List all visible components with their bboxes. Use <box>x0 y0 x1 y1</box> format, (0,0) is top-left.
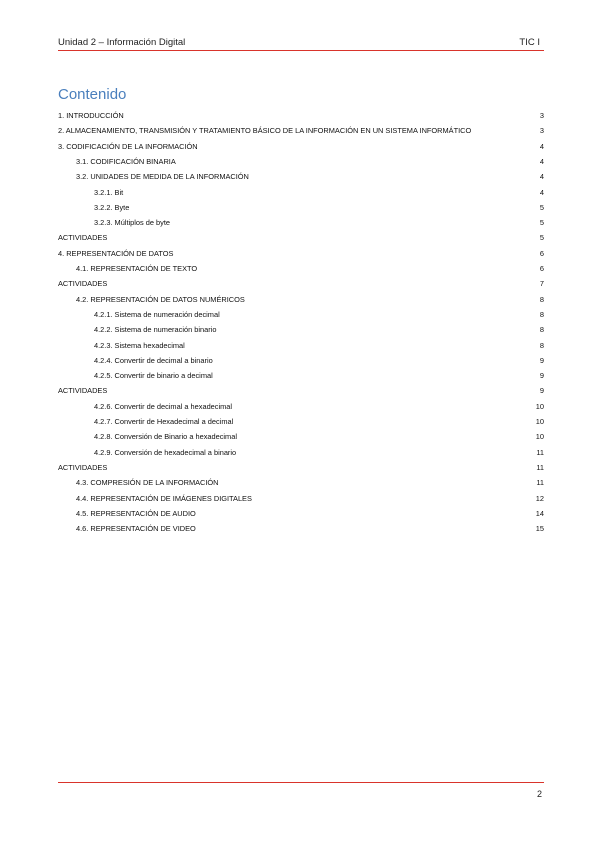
toc-entry-title: 4.2.5. Convertir de binario a decimal <box>94 371 213 381</box>
toc-entry-page: 8 <box>539 309 544 319</box>
toc-entry-page: 8 <box>539 294 544 304</box>
toc-entry-title: ACTIVIDADES <box>58 386 108 396</box>
toc-entry-title: 4.2.6. Convertir de decimal a hexadecimal <box>94 401 233 411</box>
toc-entry[interactable] <box>58 385 544 397</box>
toc-entry-title: 4.4. REPRESENTACIÓN DE IMÁGENES DIGITALES <box>76 493 252 503</box>
footer-rule <box>58 782 544 783</box>
toc-entry-title: 3. CODIFICACIÓN DE LA INFORMACIÓN <box>58 141 198 151</box>
toc-title: Contenido <box>58 86 127 103</box>
toc-entry[interactable] <box>58 309 544 321</box>
toc-entry-title: 1. INTRODUCCIÓN <box>58 111 124 120</box>
toc-entry[interactable] <box>58 401 544 413</box>
toc-entry-title: 4.5. REPRESENTACIÓN DE AUDIO <box>76 508 196 518</box>
toc-entry[interactable] <box>58 278 544 290</box>
toc-entry[interactable] <box>58 156 544 168</box>
toc-entry-title: 4.1. REPRESENTACIÓN DE TEXTO <box>76 264 198 273</box>
toc-entry-page: 9 <box>539 386 544 396</box>
toc-entry[interactable] <box>58 523 544 535</box>
page-number: 2 <box>536 789 542 799</box>
toc-entry[interactable] <box>58 370 544 382</box>
toc-entry[interactable] <box>58 202 544 214</box>
toc-entry[interactable] <box>58 248 544 260</box>
toc-entry-title: 3.2. UNIDADES DE MEDIDA DE LA INFORMACIÓN <box>76 172 249 182</box>
toc-entry-title: 4.6. REPRESENTACIÓN DE VIDEO <box>76 524 196 534</box>
toc-entry-title: 4.2.7. Convertir de Hexadecimal a decimal <box>94 417 234 426</box>
toc-entry-page: 15 <box>535 524 544 534</box>
toc-entry-page: 7 <box>539 279 544 289</box>
toc-entry-title: 4.2. REPRESENTACIÓN DE DATOS NUMÉRICOS <box>76 294 245 304</box>
toc-entry-page: 4 <box>539 141 544 151</box>
toc-entry[interactable] <box>58 263 544 275</box>
toc-entry[interactable] <box>58 462 544 474</box>
toc-entry-page: 6 <box>539 264 544 273</box>
toc-entry-title: 4.2.9. Conversión de hexadecimal a binario <box>94 447 237 457</box>
toc-entry-title: 4.2.4. Convertir de decimal a binario <box>94 355 213 365</box>
header-rule <box>58 50 544 51</box>
toc-entry[interactable] <box>58 125 544 137</box>
toc-entry-title: 4.2.3. Sistema hexadecimal <box>94 340 185 350</box>
toc-entry[interactable] <box>58 324 544 336</box>
toc-entry[interactable] <box>58 416 544 428</box>
page-header <box>58 37 544 51</box>
toc-entry[interactable] <box>58 477 544 489</box>
toc-entry-page: 12 <box>535 493 544 503</box>
toc-entry-page: 4 <box>539 172 544 182</box>
toc-entry-page: 5 <box>539 202 544 212</box>
toc-entry-page: 4 <box>539 156 544 166</box>
toc-entry-page: 6 <box>539 248 544 258</box>
toc-entry[interactable] <box>58 493 544 505</box>
toc-entry-page: 11 <box>536 447 544 457</box>
toc-entry-page: 10 <box>535 401 544 411</box>
toc-entry-title: 4.3. COMPRESIÓN DE LA INFORMACIÓN <box>76 478 219 488</box>
toc-entry[interactable] <box>58 217 544 229</box>
toc-entry-page: 10 <box>535 417 544 426</box>
toc-entry[interactable] <box>58 110 544 122</box>
toc-entry-title: 4. REPRESENTACIÓN DE DATOS <box>58 248 174 258</box>
toc-entry-title: ACTIVIDADES <box>58 279 108 289</box>
toc-entry-title: ACTIVIDADES <box>58 462 108 472</box>
toc-entry-title: 4.2.1. Sistema de numeración decimal <box>94 309 220 319</box>
toc-entry-title: ACTIVIDADES <box>58 233 108 243</box>
toc-entry[interactable] <box>58 431 544 443</box>
toc-entry[interactable] <box>58 141 544 153</box>
toc-entry[interactable] <box>58 294 544 306</box>
toc-entry-page: 9 <box>539 371 544 381</box>
toc-entry[interactable] <box>58 447 544 459</box>
toc-entry[interactable] <box>58 171 544 183</box>
toc-entry[interactable] <box>58 508 544 520</box>
toc-entry-page: 14 <box>535 508 544 518</box>
toc-entry-page: 8 <box>539 340 544 350</box>
header-course-name: TIC I <box>519 37 540 48</box>
toc-entry[interactable] <box>58 232 544 244</box>
toc-entry-title: 3.1. CODIFICACIÓN BINARIA <box>76 156 176 166</box>
toc-entry-page: 8 <box>539 325 544 335</box>
toc-entry-title: 3.2.3. Múltiplos de byte <box>94 218 171 228</box>
toc-entry-title: 3.2.2. Byte <box>94 202 130 212</box>
toc-entry-page: 9 <box>539 355 544 365</box>
toc-entry[interactable] <box>58 340 544 352</box>
header-chapter-title: Unidad 2 – Información Digital <box>58 37 186 48</box>
toc-entry-page: 3 <box>539 111 544 120</box>
toc-entry-page: 3 <box>539 126 544 136</box>
toc-entry-page: 10 <box>535 432 544 442</box>
toc-entry-title: 3.2.1. Bit <box>94 187 124 197</box>
toc-entry-title: 2. ALMACENAMIENTO, TRANSMISIÓN Y TRATAMIENTO BÁSICO DE LA INFORMACIÓN EN UN SISTEMA INFORMÁTICO <box>58 126 472 136</box>
toc-entry-title: 4.2.8. Conversión de Binario a hexadecimal <box>94 432 237 442</box>
toc-entry-page: 11 <box>536 462 544 472</box>
toc-entry[interactable] <box>58 187 544 199</box>
toc-entry-page: 5 <box>539 233 544 243</box>
toc-entry-title: 4.2.2. Sistema de numeración binario <box>94 325 217 335</box>
toc-entry[interactable] <box>58 355 544 367</box>
toc-entry-page: 11 <box>536 478 544 488</box>
toc-entry-page: 5 <box>539 218 544 228</box>
toc-entry-page: 4 <box>539 187 544 197</box>
